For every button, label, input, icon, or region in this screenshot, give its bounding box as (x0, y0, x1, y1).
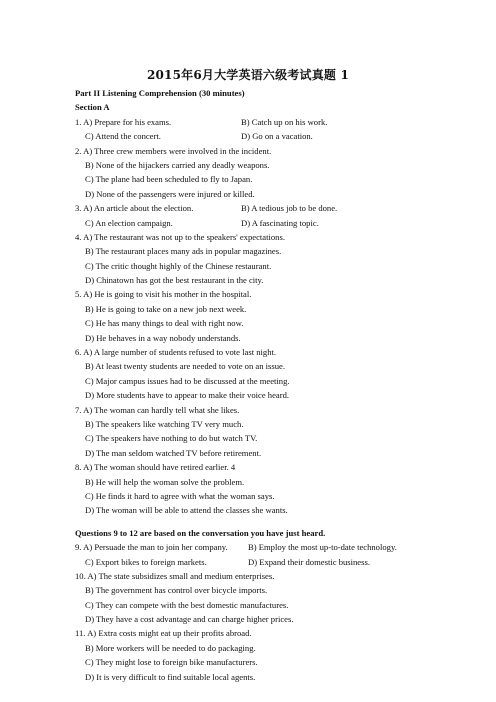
q9-option-d: D) Expand their domestic business. (248, 556, 370, 567)
q4-option-c: C) The critic thought highly of the Chinese restaurant. (85, 260, 272, 271)
q2-option-b: B) None of the hijackers carried any deadly weapons. (85, 159, 270, 170)
document-body (75, 86, 435, 684)
conversation-heading: Questions 9 to 12 are based on the conversation you have just heard. (75, 527, 326, 538)
q10-option-d: D) They have a cost advantage and can charge higher prices. (85, 614, 294, 625)
q10-option-a: 10. A) The state subsidizes small and medium enterprises. (75, 570, 275, 581)
document-title: 2015年6月大学英语六级考试真题 1 (146, 68, 350, 82)
spacer (75, 518, 435, 526)
q8-option-b: B) He will help the woman solve the problem. (85, 476, 245, 487)
q7-option-b: B) The speakers like watching TV very much. (85, 418, 244, 429)
part-heading: Part II Listening Comprehension (30 minutes) (75, 88, 245, 98)
q6-option-d: D) More students have to appear to make their voice heard. (85, 390, 290, 401)
question-1-row-1 (75, 115, 435, 129)
q9-option-a: 9. A) Persuade the man to join her company. (75, 542, 228, 553)
q6-option-a: 6. A) A large number of students refused to vote last night. (75, 347, 277, 358)
q11-option-c: C) They might lose to foreign bike manufacturers. (85, 657, 258, 668)
q11-option-b: B) More workers will be needed to do packaging. (85, 642, 256, 653)
q5-option-d: D) He behaves in a way nobody understands. (85, 332, 241, 343)
q4-option-b: B) The restaurant places many ads in popular magazines. (85, 246, 282, 257)
question-9-row-1 (75, 540, 435, 554)
q9-option-b: B) Employ the most up-to-date technology. (248, 542, 397, 553)
section-heading: Section A (75, 102, 110, 113)
question-1-row-2 (75, 129, 435, 143)
q2-option-c: C) The plane had been scheduled to fly to Japan. (85, 174, 253, 185)
q10-option-c: C) They can compete with the best domestic manufactures. (85, 599, 289, 610)
q10-option-b: B) The government has control over bicycle imports. (85, 585, 268, 596)
q1-option-c: C) Attend the concert. (85, 131, 161, 142)
q9-option-c: C) Export bikes to foreign markets. (85, 556, 207, 567)
q8-option-c: C) He finds it hard to agree with what the woman says. (85, 490, 275, 501)
q5-option-c: C) He has many things to deal with right now. (85, 318, 244, 329)
q7-option-c: C) The speakers have nothing to do but watch TV. (85, 433, 258, 444)
q4-option-d: D) Chinatown has got the best restaurant in the city. (85, 275, 264, 286)
q11-option-d: D) It is very difficult to find suitable local agents. (85, 671, 256, 682)
q3-option-c: C) An election campaign. (85, 217, 173, 228)
q5-option-b: B) He is going to take on a new job next week. (85, 303, 247, 314)
q2-option-d: D) None of the passengers were injured or killed. (85, 188, 255, 199)
q1-option-d: D) Go on a vacation. (241, 131, 313, 142)
q8-option-d: D) The woman will be able to attend the classes she wants. (85, 505, 288, 516)
q6-option-b: B) At least twenty students are needed to vote on an issue. (85, 361, 285, 372)
q8-option-a: 8. A) The woman should have retired earlier. 4 (75, 462, 236, 473)
question-3-row-2 (75, 216, 435, 230)
q4-option-a: 4. A) The restaurant was not up to the speakers' expectations. (75, 231, 285, 242)
q2-option-a: 2. A) Three crew members were involved in the incident. (75, 145, 272, 156)
q1-option-b: B) Catch up on his work. (241, 116, 328, 127)
question-3-row-1 (75, 201, 435, 215)
q1-option-a: 1. A) Prepare for his exams. (75, 116, 172, 127)
q3-option-b: B) A tedious job to be done. (241, 203, 338, 214)
q5-option-a: 5. A) He is going to visit his mother in the hospital. (75, 289, 252, 300)
q7-option-d: D) The man seldom watched TV before retirement. (85, 447, 262, 458)
q3-option-a: 3. A) An article about the election. (75, 203, 194, 214)
q11-option-a: 11. A) Extra costs might eat up their profits abroad. (75, 628, 252, 639)
q3-option-d: D) A fascinating topic. (241, 217, 319, 228)
q6-option-c: C) Major campus issues had to be discussed at the meeting. (85, 375, 290, 386)
question-9-row-2 (75, 555, 435, 569)
q7-option-a: 7. A) The woman can hardly tell what she likes. (75, 404, 240, 415)
